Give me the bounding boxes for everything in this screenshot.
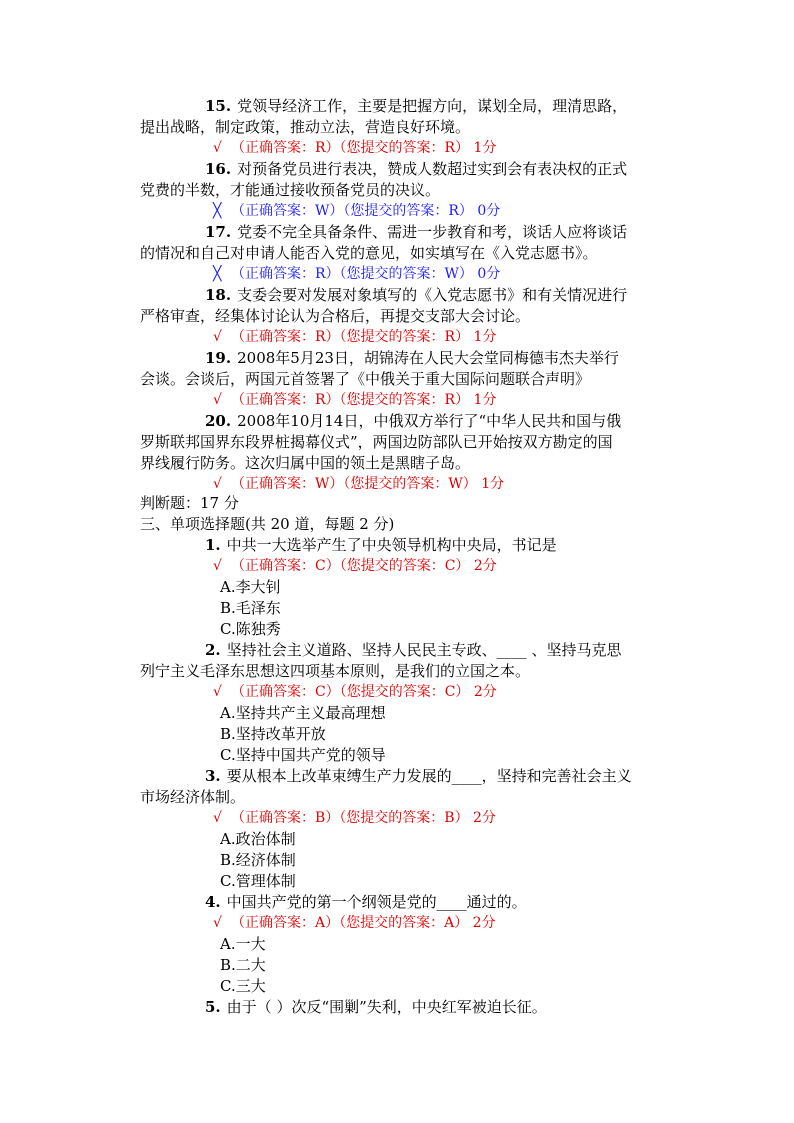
- check-icon: √: [213, 392, 222, 408]
- result-line: √ （正确答案：C）（您提交的答案：C） 2分: [213, 556, 733, 577]
- question-text: 的情况和自己对申请人能否入党的意见，如实填写在《入党志愿书》。: [140, 244, 598, 262]
- option: B.坚持改革开放: [220, 725, 326, 743]
- question-text: 党领导经济工作，主要是把握方向，谋划全局，理清思路，: [237, 97, 628, 115]
- option: A.李大钊: [220, 578, 281, 596]
- result-line: √ （正确答案：B）（您提交的答案：B） 2分: [213, 808, 733, 829]
- check-icon: √: [213, 684, 222, 700]
- question-text: 严格审查，经集体讨论认为合格后，再提交支部大会讨论。: [140, 307, 531, 325]
- question-text: 对预备党员进行表决，赞成人数超过实到会有表决权的正式: [237, 160, 628, 178]
- question-number: 19.: [205, 349, 232, 367]
- question-text: 要从根本上改革束缚生产力发展的____，坚持和完善社会主义: [226, 767, 632, 785]
- question-number: 16.: [205, 160, 232, 178]
- judgment-q19: [205, 348, 725, 369]
- result-line: √ （正确答案：R）（您提交的答案：R） 1分: [213, 327, 733, 348]
- question-text: 罗斯联邦国界东段界桩揭幕仪式”，两国边防部队已开始按双方勘定的国: [140, 433, 613, 451]
- check-icon: √: [213, 558, 222, 574]
- judgment-q18: [205, 285, 725, 306]
- question-text: 党费的半数，才能通过接收预备党员的决议。: [140, 181, 441, 199]
- result-line: √ （正确答案：R）（您提交的答案：R） 1分: [213, 390, 733, 411]
- result-line: √ （正确答案：W）（您提交的答案：W） 1分: [213, 474, 733, 495]
- result-line: ╳ （正确答案：R）（您提交的答案：W） 0分: [213, 264, 733, 285]
- question-number: 20.: [205, 412, 232, 430]
- judgment-score: 判断题：17 分: [140, 494, 239, 512]
- choice-q4: [205, 892, 725, 913]
- choice-q1: [205, 535, 725, 556]
- option: B.经济体制: [220, 851, 296, 869]
- cross-icon: ╳: [213, 266, 222, 282]
- question-number: 2.: [205, 641, 221, 659]
- question-text: 界线履行防务。这次归属中国的领土是黑瞎子岛。: [140, 454, 471, 472]
- judgment-q16: [205, 159, 725, 180]
- question-text: 2008年5月23日，胡锦涛在人民大会堂同梅德韦杰夫举行: [237, 349, 619, 367]
- option: C.管理体制: [220, 872, 296, 890]
- check-icon: √: [213, 476, 222, 492]
- question-number: 4.: [205, 893, 221, 911]
- judgment-q17: [205, 222, 725, 243]
- option: A.坚持共产主义最高理想: [220, 704, 386, 722]
- choice-q2: [205, 640, 725, 661]
- option: C.三大: [220, 977, 266, 995]
- question-text: 由于（ ）次反“围剿”失利，中央红军被迫长征。: [226, 998, 547, 1016]
- option: B.二大: [220, 956, 266, 974]
- question-number: 3.: [205, 767, 221, 785]
- result-line: ╳ （正确答案：W）（您提交的答案：R） 0分: [213, 201, 733, 222]
- check-icon: √: [213, 140, 222, 156]
- question-number: 1.: [205, 536, 221, 554]
- option: C.坚持中国共产党的领导: [220, 746, 386, 764]
- option: B.毛泽东: [220, 599, 281, 617]
- choice-q5: [205, 997, 725, 1018]
- check-icon: √: [213, 329, 222, 345]
- result-line: √ （正确答案：A）（您提交的答案：A） 2分: [213, 913, 733, 934]
- section-title: 三、单项选择题(共 20 道，每题 2 分): [140, 515, 395, 533]
- question-text: 列宁主义毛泽东思想这四项基本原则，是我们的立国之本。: [140, 662, 531, 680]
- question-number: 17.: [205, 223, 232, 241]
- question-number: 18.: [205, 286, 232, 304]
- check-icon: √: [213, 810, 222, 826]
- check-icon: √: [213, 915, 222, 931]
- question-text: 提出战略，制定政策，推动立法，营造良好环境。: [140, 118, 471, 136]
- option: A.一大: [220, 935, 266, 953]
- judgment-q15: [205, 96, 725, 117]
- question-text: 中国共产党的第一个纲领是党的____通过的。: [226, 893, 527, 911]
- question-text: 2008年10月14日，中俄双方举行了“中华人民共和国与俄: [237, 412, 622, 430]
- question-text: 党委不完全具备条件、需进一步教育和考，谈话人应将谈话: [237, 223, 628, 241]
- question-text: 支委会要对发展对象填写的《入党志愿书》和有关情况进行: [237, 286, 628, 304]
- result-line: √ （正确答案：C）（您提交的答案：C） 2分: [213, 682, 733, 703]
- question-number: 5.: [205, 998, 221, 1016]
- option: C.陈独秀: [220, 620, 281, 638]
- question-number: 15.: [205, 97, 232, 115]
- question-text: 市场经济体制。: [140, 788, 246, 806]
- judgment-q20: [205, 411, 725, 432]
- question-text: 会谈。会谈后，两国元首签署了《中俄关于重大国际问题联合声明》: [140, 370, 591, 388]
- option: A.政治体制: [220, 830, 296, 848]
- question-text: 中共一大选举产生了中央领导机构中央局，书记是: [226, 536, 557, 554]
- result-line: √ （正确答案：R）（您提交的答案：R） 1分: [213, 138, 733, 159]
- cross-icon: ╳: [213, 203, 222, 219]
- choice-q3: [205, 766, 725, 787]
- question-text: 坚持社会主义道路、坚持人民民主专政、____ 、坚持马克思: [226, 641, 622, 659]
